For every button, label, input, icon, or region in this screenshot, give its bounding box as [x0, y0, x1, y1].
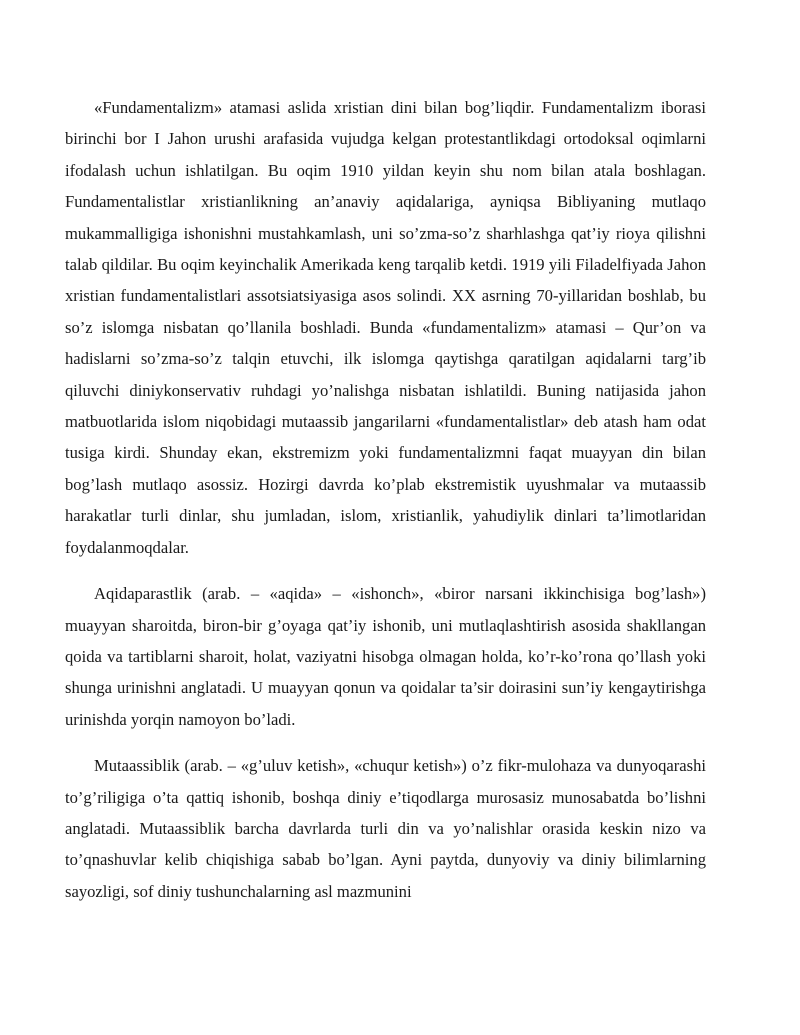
paragraph-aqidaparastlik: Aqidaparastlik (arab. – «aqida» – «ishonch», «biror narsani ikkinchisiga bog’lash») muayyan sharoitda, biron-bir g’oyaga qat’iy ishonib, uni mutlaqlashtirish asosida shakllangan qoida va tartiblarni sharoit, holat, vaziyatni hisobga olmagan holda, ko’r-ko’rona qo’llash yoki shunga urinishni anglatadi. U muayyan qonun va qoidalar ta’sir doirasini sun’iy kengaytirishga urinishda yorqin namoyon bo’ladi. — [65, 584, 706, 729]
body-text — [65, 92, 706, 922]
paragraph-fundamentalism: «Fundamentalizm» atamasi aslida xristian dini bilan bog’liqdir. Fundamentalizm iborasi birinchi bor I Jahon urushi arafasida vujudga kelgan protestantlikdagi ortodoksal oqimlarni ifodalash uchun ishlatilgan. Bu oqim 1910 yildan keyin shu nom bilan atala boshlagan. Fundamentalistlar xristianlikning an’anaviy aqidalariga, ayniqsa Bibliyaning mutlaqo mukammalligiga ishonishni mustahkamlash, uni so’zma-so’z sharhlashga qat’iy rioya qilishni talab qildilar. Bu oqim keyinchalik Amerikada keng tarqalib ketdi. 1919 yili Filadelfiyada Jahon xristian fundamentalistlari assotsiatsiyasiga asos solindi. XX asrning 70-yillaridan boshlab, bu so’z islomga nisbatan qo’llanila boshladi. Bunda «fundamentalizm» atamasi – Qur’on va hadislarni so’zma-so’z talqin etuvchi, ilk islomga qaytishga qaratilgan aqidalarni targ’ib qiluvchi diniykonservativ ruhdagi yo’nalishga nisbatan ishlatildi. Buning natijasida jahon matbuotlarida islom niqobidagi mutaassib jangarilarni «fundamentalistlar» deb atash ham odat tusiga kirdi. Shunday ekan, ekstremizm yoki fundamentalizmni faqat muayyan din bilan bog’lash mutlaqo asossiz. Hozirgi davrda ko’plab ekstremistik uyushmalar va mutaassib harakatlar turli dinlar, shu jumladan, islom, xristianlik, yahudiylik dinlari ta’limotlaridan foydalanmoqdalar. — [65, 98, 706, 557]
paragraph-mutaassiblik: Mutaassiblik (arab. – «g’uluv ketish», «chuqur ketish») o’z fikr-mulohaza va dunyoqarashi to’g’riligiga o’ta qattiq ishonib, boshqa diniy e’tiqodlarga murosasiz munosabatda bo’lishni anglatadi. Mutaassiblik barcha davrlarda turli din va yo’nalishlar orasida keskin nizo va to’qnashuvlar kelib chiqishiga sabab bo’lgan. Ayni paytda, dunyoviy va diniy bilimlarning sayozligi, sof diniy tushunchalarning asl mazmunini — [65, 756, 706, 901]
